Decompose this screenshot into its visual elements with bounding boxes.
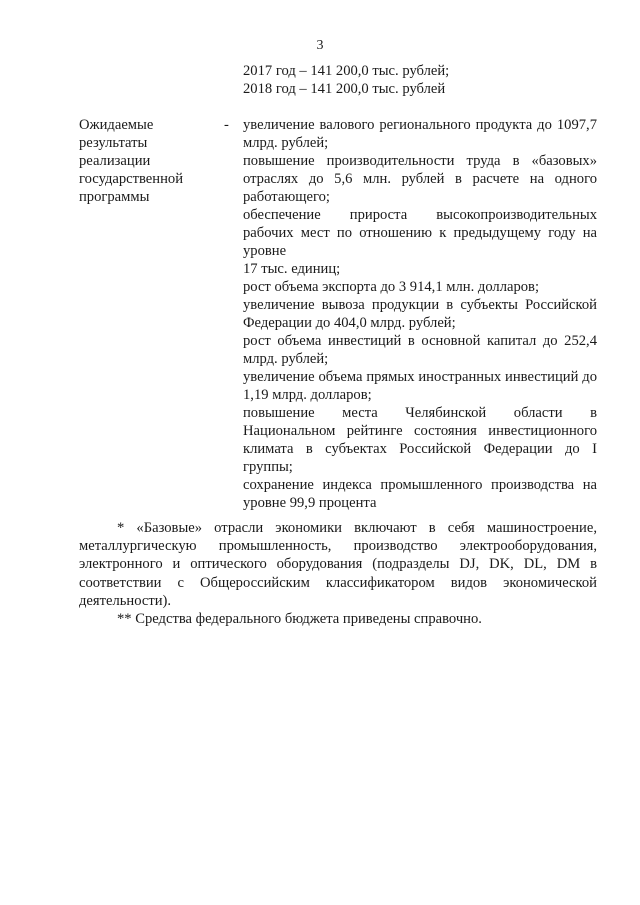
- result-item-jobs-count: 17 тыс. единиц;: [243, 261, 341, 277]
- expected-results-list: [243, 116, 597, 512]
- result-item-export: рост объема экспорта до 3 914,1 млн. долларов;: [243, 279, 540, 295]
- result-item-fdi: увеличение объема прямых иностранных инвестиций до 1,19 млрд. долларов;: [243, 369, 597, 403]
- label-line: результаты: [79, 135, 148, 151]
- funding-line-2018: 2018 год – 141 200,0 тыс. рублей: [243, 81, 446, 97]
- footnote-basic-sectors: * «Базовые» отрасли экономики включают в себя машиностроение, металлургическую промышленность, производство электрооборудования, электронного и оптического оборудования (подразделы DJ, DK, DL, DM в соответствии с Общероссийским классификатором видов экономической деятельности).: [79, 520, 597, 609]
- label-line: государственной: [79, 171, 184, 187]
- result-item-productivity: повышение производительности труда в «базовых» отраслях до 5,6 млн. рублей в расчете на одного работающего;: [243, 153, 597, 205]
- result-item-jobs: обеспечение прироста высокопроизводительных рабочих мест по отношению к предыдущему году на уровне: [243, 207, 597, 259]
- footnote-federal-budget: ** Средства федерального бюджета приведены справочно.: [117, 611, 482, 628]
- footnotes: [79, 519, 597, 628]
- expected-results-label: [79, 116, 219, 206]
- page-number: 3: [316, 38, 324, 53]
- funding-lines: [243, 62, 603, 98]
- label-line: программы: [79, 189, 150, 205]
- result-item-rating: повышение места Челябинской области в Национальном рейтинге состояния инвестиционного климата в субъектах Российской Федерации до I группы;: [243, 405, 597, 475]
- result-item-investment: рост объема инвестиций в основной капитал до 252,4 млрд. рублей;: [243, 333, 597, 367]
- label-line: Ожидаемые: [79, 117, 154, 133]
- result-item-grp: увеличение валового регионального продукта до 1097,7 млрд. рублей;: [243, 117, 597, 151]
- label-dash: -: [224, 117, 229, 133]
- result-item-industrial-index: сохранение индекса промышленного производства на уровне 99,9 процента: [243, 477, 597, 511]
- label-line: реализации: [79, 153, 151, 169]
- result-item-shipments: увеличение вывоза продукции в субъекты Российской Федерации до 404,0 млрд. рублей;: [243, 297, 597, 331]
- funding-line-2017: 2017 год – 141 200,0 тыс. рублей;: [243, 63, 450, 79]
